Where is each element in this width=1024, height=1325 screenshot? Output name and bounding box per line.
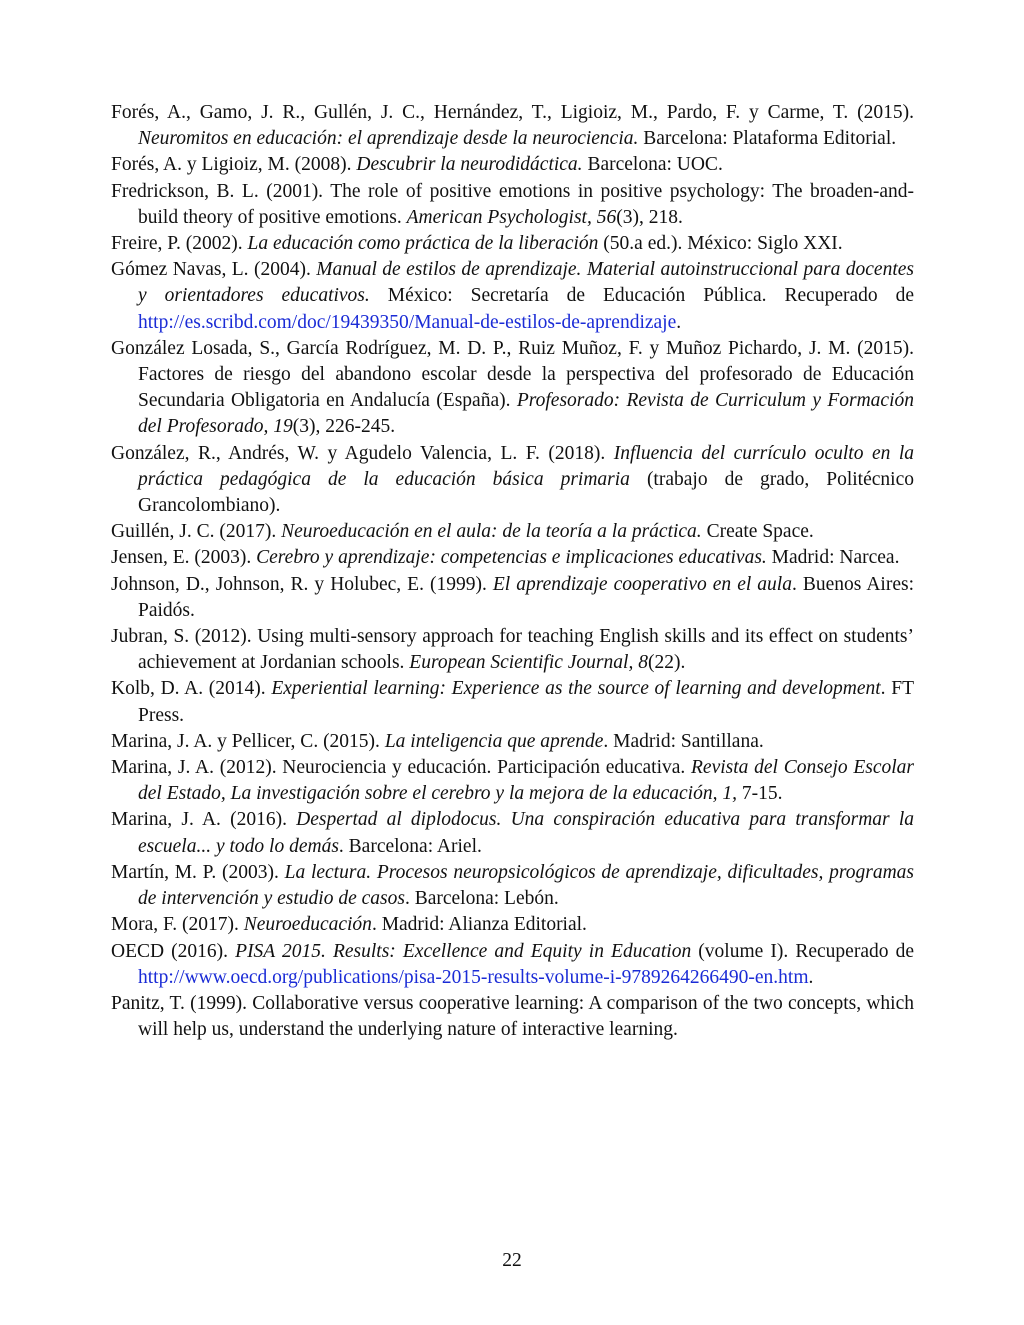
reference-entry xyxy=(111,100,914,152)
reference-entry xyxy=(111,729,914,755)
reference-entry xyxy=(111,336,914,441)
reference-entry xyxy=(111,755,914,807)
reference-text: Madrid: Narcea. xyxy=(766,547,900,569)
reference-text: (3), 218. xyxy=(616,206,683,228)
reference-title: Neuroeducación xyxy=(243,914,372,936)
reference-title: Influencia del currículo oculto en la práctica pedagógica de la educación básica primaria xyxy=(138,442,915,490)
reference-text: Barcelona: UOC. xyxy=(582,154,723,176)
reference-text: Freire, P. (2002). xyxy=(111,233,248,255)
reference-entry xyxy=(111,152,914,178)
reference-text: Forés, A., Gamo, J. R., Gullén, J. C., Hernández, T., Ligioiz, M., Pardo, F. y Carme, T. (2015). xyxy=(111,102,914,123)
reference-title: Revista del Consejo Escolar del Estado, La investigación sobre el cerebro y la mejora de la educación, 1, xyxy=(138,757,914,805)
reference-title: La inteligencia que aprende xyxy=(384,730,604,752)
reference-entry xyxy=(111,676,914,728)
reference-title: La lectura. Procesos neuropsicológicos de aprendizaje, dificultades, programas de intervención y estudio de casos xyxy=(138,861,914,910)
reference-title: European Scientific Journal, 8 xyxy=(409,652,648,674)
reference-entry xyxy=(111,179,914,231)
reference-text: Marina, J. A. (2016). xyxy=(111,809,297,831)
reference-text: . Barcelona: Ariel. xyxy=(338,835,482,857)
reference-text: Barcelona: Plataforma Editorial. xyxy=(638,128,897,150)
reference-text: Jensen, E. (2003). xyxy=(111,547,257,569)
reference-text: México: Secretaría de Educación Pública. Recuperado de xyxy=(369,285,914,307)
reference-title: Descubrir la neurodidáctica. xyxy=(356,154,583,176)
reference-text: . Buenos Aires: Paidós. xyxy=(138,573,914,621)
reference-text: . Madrid: Alianza Editorial. xyxy=(371,914,587,936)
reference-title: Manual de estilos de aprendizaje. Material autoinstruccional para docentes y orientadores educativos. xyxy=(138,259,914,307)
reference-entry xyxy=(111,939,914,991)
reference-text: OECD (2016). xyxy=(111,940,236,962)
reference-text: Marina, J. A. (2012). Neurociencia y educación. Participación educativa. xyxy=(111,757,692,779)
reference-text: (50.a ed.). México: Siglo XXI. xyxy=(598,233,843,255)
reference-text: (3), 226-245. xyxy=(292,416,396,438)
reference-text: (volume I). Recuperado de xyxy=(691,940,914,962)
reference-text: . Madrid: Santillana. xyxy=(603,730,764,752)
reference-entry xyxy=(111,991,914,1043)
reference-entry xyxy=(111,572,914,624)
reference-text: . xyxy=(808,966,814,988)
reference-text: (trabajo de grado, Politécnico Grancolombiano). xyxy=(138,468,914,517)
reference-text: Johnson, D., Johnson, R. y Holubec, E. (1999). xyxy=(111,573,493,595)
reference-text: Fredrickson, B. L. (2001). The role of positive emotions in positive psychology: The broaden-and-build theory of positive emotions. xyxy=(111,180,914,228)
reference-title: La educación como práctica de la liberación xyxy=(247,233,599,255)
reference-entry xyxy=(111,257,914,336)
reference-text: Forés, A. y Ligioiz, M. (2008). xyxy=(111,154,357,176)
reference-title: Neuroeducación en el aula: de la teoría a la práctica. xyxy=(281,521,702,543)
reference-text: Guillén, J. C. (2017). xyxy=(111,521,282,543)
reference-text: González, R., Andrés, W. y Agudelo Valencia, L. F. (2018). xyxy=(111,442,614,464)
reference-entry xyxy=(111,624,914,676)
reference-entry xyxy=(111,807,914,859)
reference-text: . Barcelona: Lebón. xyxy=(404,888,559,910)
reference-list xyxy=(111,100,914,1043)
reference-title: Profesorado: Revista de Curriculum y Formación del Profesorado, 19 xyxy=(138,390,914,438)
reference-title: PISA 2015. Results: Excellence and Equity in Education xyxy=(235,940,692,962)
reference-text: Panitz, T. (1999). Collaborative versus cooperative learning: A comparison of the two concepts, which will help us, understand the underlying nature of interactive learning. xyxy=(111,992,914,1041)
page-number: 22 xyxy=(502,1250,522,1271)
reference-text: 7-15. xyxy=(736,783,783,805)
reference-link[interactable]: http://www.oecd.org/publications/pisa-2015-results-volume-i-9789264266490-en.htm xyxy=(138,966,809,988)
reference-title: Experiential learning: Experience as the source of learning and development xyxy=(271,678,881,700)
reference-title: Neuromitos en educación: el aprendizaje desde la neurociencia. xyxy=(138,128,639,150)
reference-title: American Psychologist, 56 xyxy=(406,206,617,228)
reference-text: . FT Press. xyxy=(138,678,914,726)
reference-text: Martín, M. P. (2003). xyxy=(111,861,285,883)
reference-entry xyxy=(111,860,914,912)
reference-title: Cerebro y aprendizaje: competencias e implicaciones educativas. xyxy=(256,547,767,569)
reference-entry xyxy=(111,441,914,520)
reference-title: El aprendizaje cooperativo en el aula xyxy=(492,573,792,595)
reference-entry xyxy=(111,519,914,545)
reference-text: . xyxy=(676,311,682,333)
reference-text: Kolb, D. A. (2014). xyxy=(111,678,272,700)
reference-entry xyxy=(111,912,914,938)
reference-text: Jubran, S. (2012). Using multi-sensory approach for teaching English skills and its effect on students’ achievement at Jordanian schools. xyxy=(111,626,914,674)
reference-title: Despertad al diplodocus. Una conspiración educativa para transformar la escuela... y todo lo demás xyxy=(138,809,914,857)
reference-link[interactable]: http://es.scribd.com/doc/19439350/Manual-de-estilos-de-aprendizaje xyxy=(138,311,677,333)
reference-entry xyxy=(111,231,914,257)
reference-text: (22). xyxy=(647,652,686,674)
reference-text: Create Space. xyxy=(701,521,814,543)
reference-entry xyxy=(111,545,914,571)
reference-text: González Losada, S., García Rodríguez, M. D. P., Ruiz Muñoz, F. y Muñoz Pichardo, J. M. (2015). Factores de riesgo del abandono escolar desde la perspectiva del profesorado de Educación Secundaria Obligatoria en Andalucía (España). xyxy=(111,337,914,412)
reference-text: Gómez Navas, L. (2004). xyxy=(111,259,317,281)
reference-text: Marina, J. A. y Pellicer, C. (2015). xyxy=(111,730,385,752)
reference-text: Mora, F. (2017). xyxy=(111,914,244,936)
